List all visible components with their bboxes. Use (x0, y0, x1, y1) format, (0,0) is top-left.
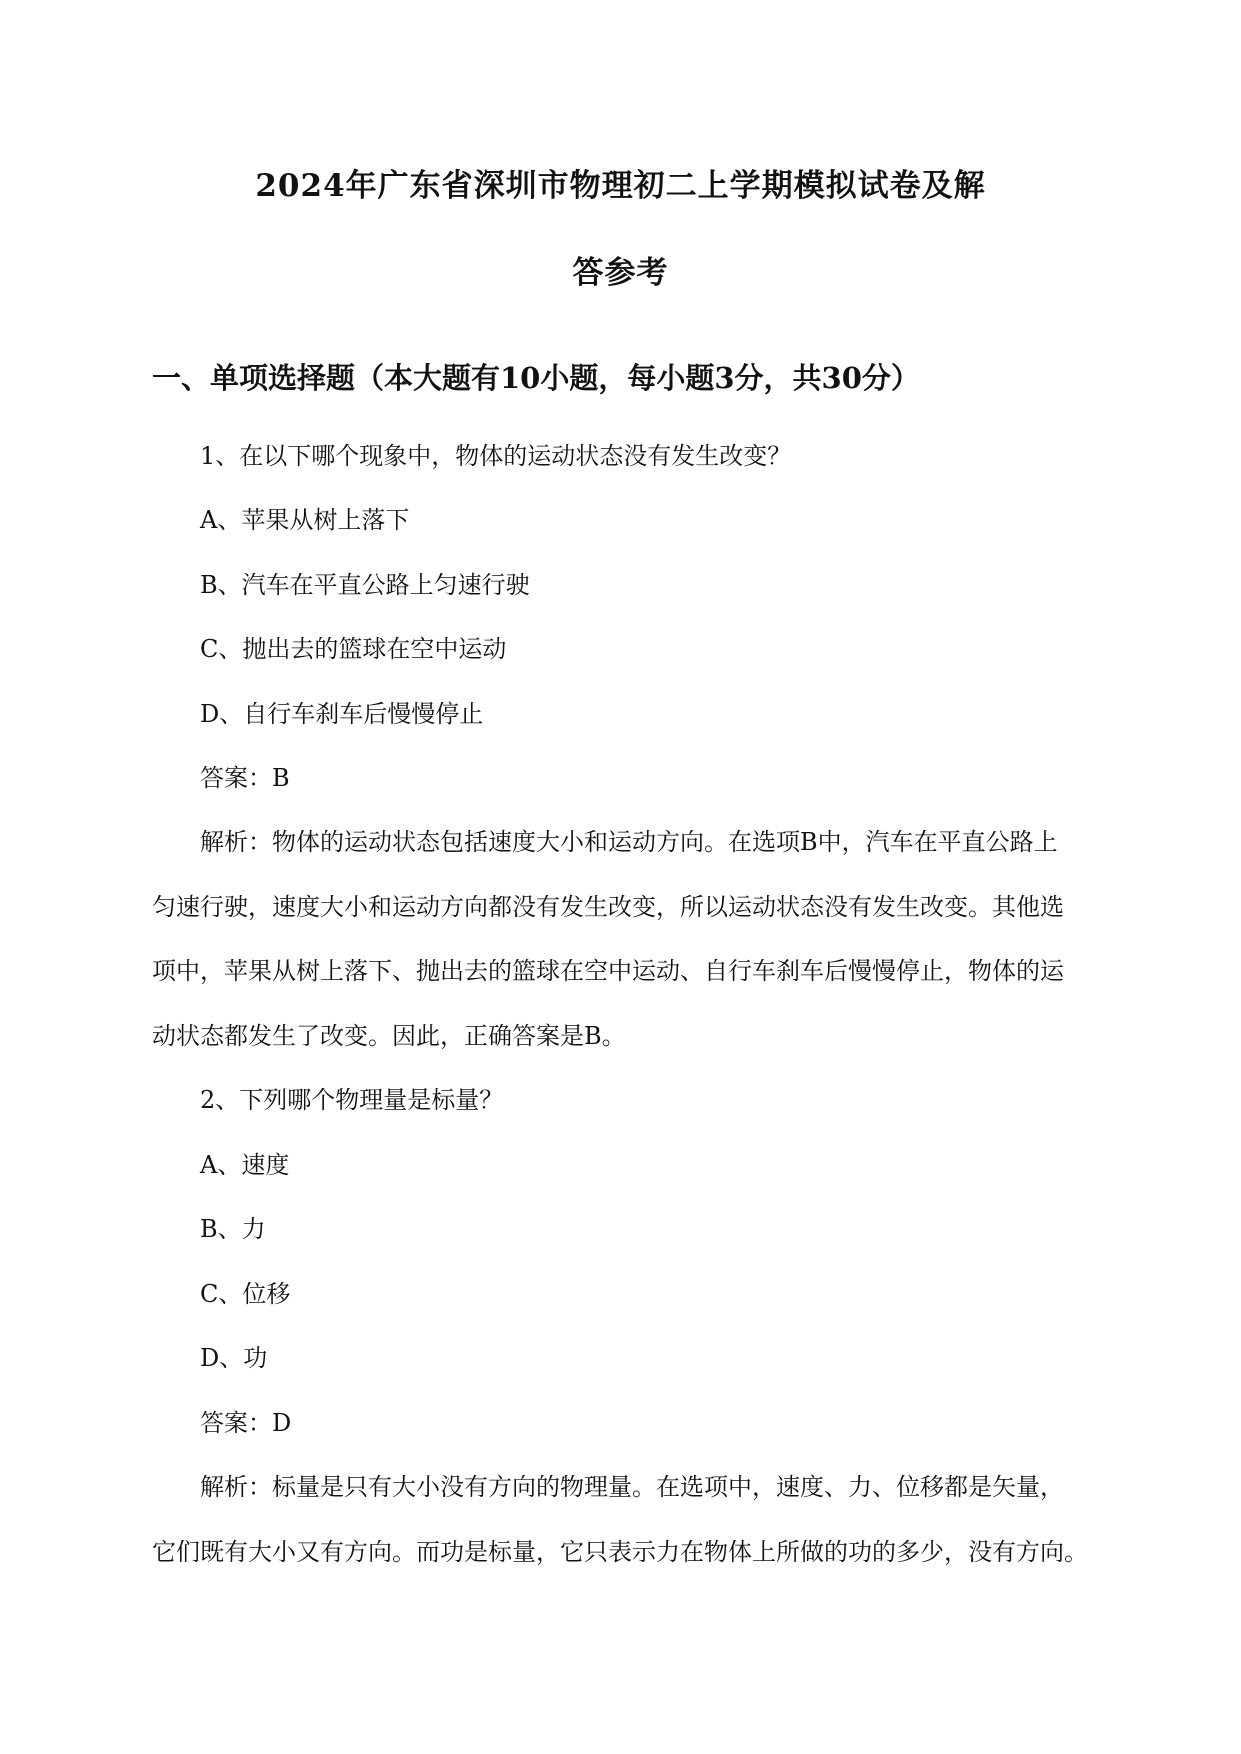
question-1-option-a: A、苹果从树上落下 (200, 506, 410, 534)
question-2-option-c: C、位移 (200, 1280, 291, 1308)
question-2-stem: 2、下列哪个物理量是标量？ (200, 1086, 504, 1114)
question-2-analysis-line-2: 它们既有大小又有方向。而功是标量，它只表示力在物体上所做的功的多少，没有方向。 (152, 1538, 1088, 1566)
question-1-analysis-line-1: 解析：物体的运动状态包括速度大小和运动方向。在选项B中，汽车在平直公路上 (200, 828, 1058, 856)
question-1-option-c: C、抛出去的篮球在空中运动 (200, 635, 507, 663)
question-1-answer: 答案：B (200, 764, 290, 792)
question-2-option-b: B、力 (200, 1215, 266, 1243)
document-title-line-2: 答参考 (572, 255, 669, 291)
question-1-option-b: B、汽车在平直公路上匀速行驶 (200, 571, 530, 599)
question-1-analysis-line-2: 匀速行驶，速度大小和运动方向都没有发生改变，所以运动状态没有发生改变。其他选 (152, 893, 1064, 921)
question-2-option-a: A、速度 (200, 1151, 290, 1179)
question-1-analysis-line-4: 动状态都发生了改变。因此，正确答案是B。 (152, 1022, 626, 1050)
question-2-option-d: D、功 (200, 1344, 268, 1372)
question-1-option-d: D、自行车刹车后慢慢停止 (200, 700, 484, 728)
section-heading: 一、单项选择题（本大题有10小题，每小题3分，共30分） (152, 361, 920, 395)
document-title-line-1: 2024年广东省深圳市物理初二上学期模拟试卷及解 (255, 168, 986, 204)
question-1-analysis-line-3: 项中，苹果从树上落下、抛出去的篮球在空中运动、自行车刹车后慢慢停止，物体的运 (152, 957, 1064, 985)
question-2-answer: 答案：D (200, 1409, 292, 1437)
question-2-analysis-line-1: 解析：标量是只有大小没有方向的物理量。在选项中，速度、力、位移都是矢量， (200, 1473, 1064, 1501)
question-1-stem: 1、在以下哪个现象中，物体的运动状态没有发生改变？ (200, 442, 792, 470)
